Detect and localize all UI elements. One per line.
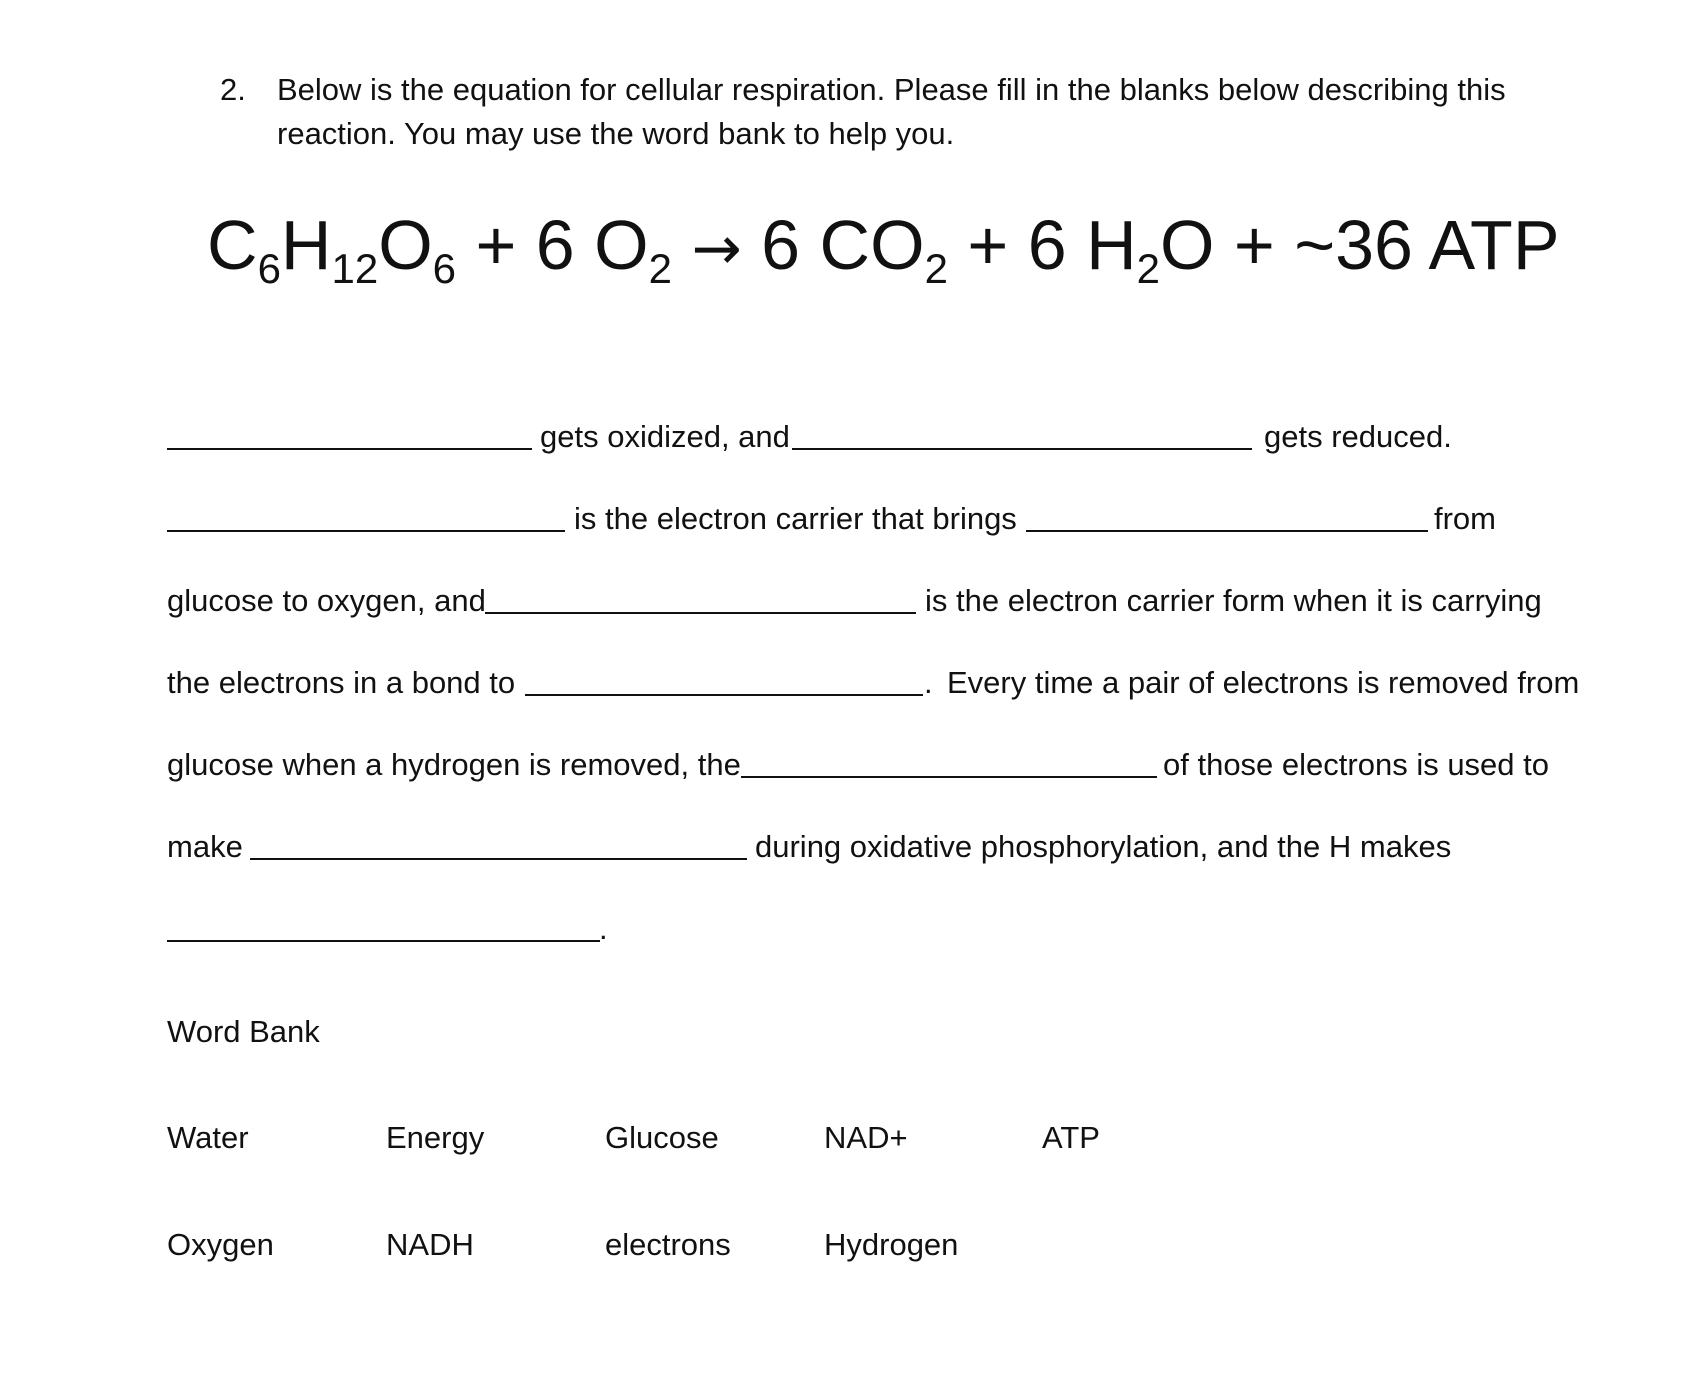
word-bank-item: Oxygen — [167, 1227, 274, 1262]
sentence-oxidative-phosphorylation: during oxidative phosphorylation, and the H makes — [755, 829, 1452, 864]
sentence-every-time: Every time a pair of electrons is removed from — [947, 665, 1580, 700]
word-bank-item: ATP — [1042, 1120, 1100, 1155]
eq-oxygen: O — [378, 206, 433, 284]
sentence-electrons-bond: the electrons in a bond to — [167, 665, 516, 700]
blank-4[interactable] — [1026, 530, 1428, 532]
sentence-carrier-form: is the electron carrier form when it is carrying — [925, 583, 1542, 618]
word-bank-item: Hydrogen — [824, 1227, 959, 1262]
blank-1[interactable] — [167, 448, 532, 450]
respiration-equation — [207, 200, 1560, 294]
eq-o2-sub: 2 — [648, 245, 672, 292]
eq-carbon-dioxide: 6 CO — [761, 206, 925, 284]
blank-6[interactable] — [525, 694, 923, 696]
sentence-period-2: . — [599, 911, 608, 946]
word-bank-item: Energy — [386, 1120, 485, 1155]
blank-5[interactable] — [485, 612, 916, 614]
question-text-line-1: Below is the equation for cellular respiration. Please fill in the blanks below describing this — [277, 72, 1506, 107]
eq-oxygen-sub: 6 — [432, 245, 457, 292]
sentence-make: make — [167, 829, 243, 864]
sentence-glucose-to-oxygen: glucose to oxygen, and — [167, 583, 486, 618]
sentence-used-to: of those electrons is used to — [1163, 747, 1550, 782]
eq-atp: + ~36 ATP — [1233, 206, 1560, 284]
eq-hydrogen-sub: 12 — [331, 245, 379, 292]
blank-2[interactable] — [792, 448, 1252, 450]
sentence-electron-carrier: is the electron carrier that brings — [574, 501, 1017, 536]
sentence-hydrogen-removed: glucose when a hydrogen is removed, the — [167, 747, 741, 782]
blank-7[interactable] — [741, 776, 1157, 778]
eq-water-o: O — [1160, 206, 1215, 284]
word-bank-item: electrons — [605, 1227, 731, 1262]
word-bank-item: NAD+ — [824, 1120, 908, 1155]
eq-h2o-sub: 2 — [1136, 245, 1160, 292]
eq-arrow-icon: → — [691, 214, 742, 284]
sentence-gets-reduced: gets reduced. — [1264, 419, 1452, 454]
word-bank-item: NADH — [386, 1227, 474, 1262]
sentence-period-1: . — [924, 665, 933, 700]
word-bank-item: Water — [167, 1120, 249, 1155]
word-bank-item: Glucose — [605, 1120, 719, 1155]
blank-3[interactable] — [167, 530, 565, 532]
word-bank-title: Word Bank — [167, 1014, 320, 1049]
blank-8[interactable] — [250, 858, 747, 860]
sentence-gets-oxidized: gets oxidized, and — [540, 419, 790, 454]
question-text-line-2: reaction. You may use the word bank to help you. — [277, 116, 955, 151]
eq-co2-sub: 2 — [924, 245, 948, 292]
question-number: 2. — [220, 72, 246, 107]
eq-plus-oxygen: + 6 O — [475, 206, 649, 284]
blank-9[interactable] — [167, 940, 600, 942]
eq-carbon-sub: 6 — [257, 245, 281, 292]
eq-hydrogen: H — [280, 206, 332, 284]
eq-carbon: C — [207, 206, 258, 284]
eq-plus-water: + 6 H — [967, 206, 1137, 284]
sentence-from: from — [1434, 501, 1496, 536]
